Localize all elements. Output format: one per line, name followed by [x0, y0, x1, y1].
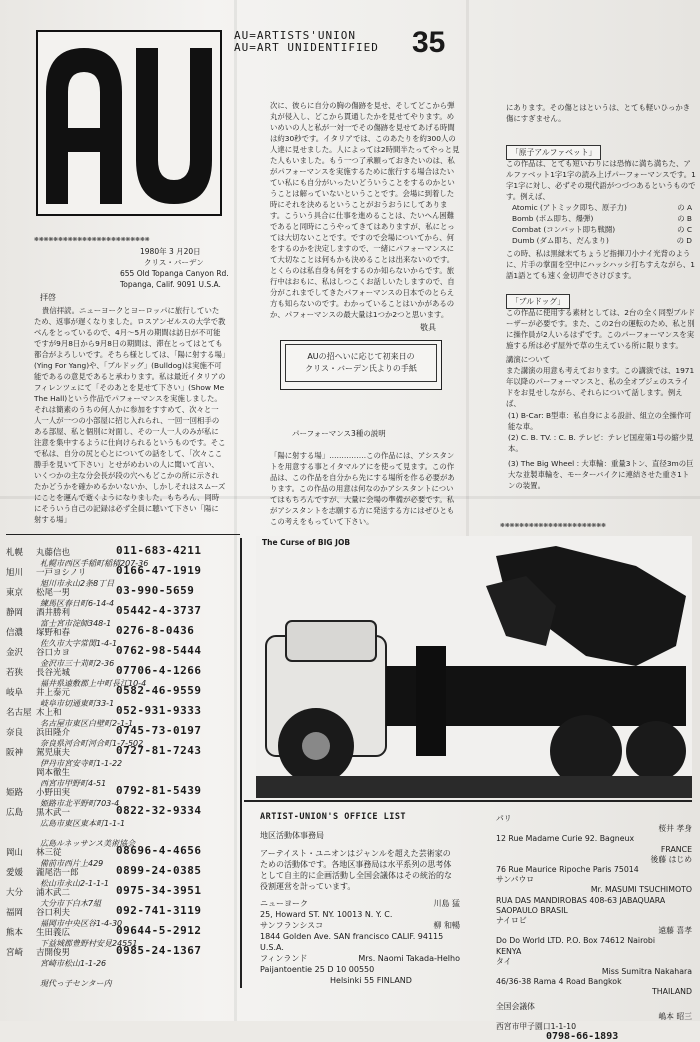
- overseas-country: KENYA: [496, 946, 522, 956]
- directory-street: 名古屋市東区白壁町2-1-1: [40, 719, 134, 728]
- office-contact: 川島 猛: [433, 899, 460, 908]
- directory-name: 吉開俊男: [36, 948, 71, 958]
- directory-tel: 0975-34-3951: [116, 884, 202, 897]
- directory-city: 静岡: [6, 608, 24, 618]
- office-address: 25, Howard ST. NY. 10013 N. Y. C.: [260, 910, 393, 919]
- directory-city: 姫路: [6, 788, 24, 798]
- atom-letter: の D: [676, 236, 692, 245]
- directory-tel: 0276-8-0436: [116, 624, 195, 637]
- bulldog-title: 「ブルドッグ」: [506, 294, 570, 309]
- directory-tel: 0745-73-0197: [116, 724, 202, 737]
- overseas-country: FRANCE: [660, 844, 692, 854]
- directory-name: 浜田隆介: [36, 728, 71, 738]
- directory-street: 宮崎市松山1-1-26: [40, 959, 107, 968]
- lecture-item: (2) C. B. TV. : C. B. テレビ：テレビ国産第1号の縮少見本。: [508, 433, 694, 453]
- directory-city: 東京: [6, 588, 24, 598]
- directory-rule-top: [6, 534, 240, 535]
- directory-street: 大分市下白木7組: [40, 899, 102, 908]
- atom-list: [512, 202, 692, 248]
- overseas-city: タイ: [496, 956, 512, 966]
- right-continuation: にあります。その傷とはというは、とても軽いひっかき傷にすぎません。: [506, 103, 691, 123]
- directory-name: 岡本徹生: [36, 768, 71, 778]
- directory-tel: 092-741-3119: [116, 904, 202, 917]
- performance-title: パーフォーマンス3種の説明: [292, 429, 386, 438]
- directory-name: 生田義広: [36, 928, 71, 938]
- atom-word: Dumb (ダム即ち、だんまり): [512, 236, 609, 245]
- sign-off: 敬具: [420, 323, 436, 332]
- directory-name: 小野田実: [36, 788, 71, 798]
- directory-name: 浦木武二: [36, 888, 71, 898]
- office-contact: 柳 和暢: [433, 921, 460, 930]
- letter-sender: クリス・バーデン: [144, 258, 204, 267]
- directory-street: 備前市西片上429: [40, 859, 104, 868]
- issue-number: 35: [412, 26, 446, 59]
- directory-city: 熊本: [6, 928, 24, 938]
- atoms-after: この時、私は黒縁末てちょうど指揮刀小ナイ光背のように、片手の掌面を空中にハッシハッシ打ちすえながら、1語1語とても速く金切声でさけびます。: [506, 249, 695, 280]
- atom-row: [512, 213, 692, 224]
- office-entry: [260, 953, 460, 964]
- directory-city: 名古屋: [6, 708, 32, 718]
- directory-name: 酒井勝利: [36, 608, 71, 618]
- directory-city: 大分: [6, 888, 24, 898]
- national-address: 西宮市甲子園口1-1-10: [496, 1022, 577, 1032]
- directory-city: 若狭: [6, 668, 24, 678]
- office-address: Helsinki 55 FINLAND: [330, 976, 412, 985]
- overseas-list: [496, 814, 692, 1042]
- star-divider: ❋❋❋❋❋❋❋❋❋❋❋❋❋❋❋❋❋❋❋❋❋❋❋❋: [34, 234, 150, 243]
- office-address: Paijantoentie 25 D 10 00550: [260, 965, 375, 974]
- directory-street: 練馬区春日町6-14-4: [40, 599, 115, 608]
- directory-street: 広島市東区東本町1-1-1: [40, 819, 126, 828]
- directory-name: 黒木武一: [36, 808, 71, 818]
- star-divider: ❋❋❋❋❋❋❋❋❋❋❋❋❋❋❋❋❋❋❋❋❋❋: [500, 520, 606, 529]
- letter-address: Topanga, Calif. 9091 U.S.A.: [120, 280, 221, 289]
- directory-name: 瀧尾浩一郎: [36, 868, 79, 878]
- caption-inner: [285, 344, 437, 382]
- directory-street: 金沢市三十苅町2-36: [40, 659, 115, 668]
- directory-tel: 0166-47-1919: [116, 564, 202, 577]
- lecture-item: (3) The Big Wheel : 大車輪：重量3トン、直径3mの巨大な並製車輪を、モーターバイクに連結させた重さ1トンの装置。: [508, 459, 694, 490]
- directory-tel: 07706-4-1266: [116, 664, 202, 677]
- directory-name: 林三従: [36, 848, 62, 858]
- overseas-contact: Miss Sumitra Nakahara: [601, 967, 692, 977]
- directory-city: 阪神: [6, 748, 24, 758]
- national-contact: 嶋本 昭三: [658, 1011, 692, 1021]
- directory-name: 松尾一男: [36, 588, 71, 598]
- photo-caption: The Curse of BIG JOB: [262, 538, 351, 547]
- office-city: ニューヨーク: [260, 899, 308, 908]
- directory-street: 旭川市永山2条8丁目: [40, 579, 115, 588]
- office-city: サンフランシスコ: [260, 921, 324, 930]
- directory-city: 奈良: [6, 728, 24, 738]
- office-list-title: ARTIST-UNION'S OFFICE LIST: [260, 812, 407, 822]
- office-subtitle: 地区活動体事務局: [260, 831, 324, 840]
- directory-tel: 09644-5-2912: [116, 924, 202, 937]
- au-logo-graphic: [44, 42, 216, 204]
- directory-tel: 05442-4-3737: [116, 604, 202, 617]
- office-contact: Mrs. Naomi Takada-Helho: [358, 954, 460, 963]
- national-tel: 0798-66-1893: [546, 1031, 619, 1042]
- atom-word: Atomic (アトミック即ち、原子力): [512, 203, 627, 212]
- performance-text: 「陽に射する場」……………この作品には、アシスタントを用意する事とイタマルアにを使って見ます。この作品は、この作品を自分から先にする場所を作る必要があります。この作品の用意は何なのかアシスタントについてはもちろんですが、大量に会場の準備が必要です。私がアシスタントを志願する方に発送する方にはぜひともこの考えをもっていて下さい。: [270, 451, 455, 526]
- genshi-body: この作品は、とても短いわりには恐怖に満ち満ちた、アルファベット1字1字の読み上げパーフォーマンスです。1字1字に対し、必ずその現代語がつづつあるというものです。例えば、: [506, 159, 696, 201]
- directory-street: 下益城郡豊野村安見24551: [40, 939, 138, 948]
- overseas-address: RUA DAS MANDIROBAS 408-63 JABAQUARA: [496, 895, 666, 905]
- directory-city: 岡山: [6, 848, 24, 858]
- letter-header: [120, 246, 260, 290]
- directory-street: 現代っ子センター内: [40, 979, 112, 988]
- directory-street: 富士宮市淀師348-1: [40, 619, 112, 628]
- office-entry: [260, 898, 460, 909]
- directory-tel: 0582-46-9559: [116, 684, 202, 697]
- directory-name: 木上和: [36, 708, 62, 718]
- directory-tel: 0985-24-1367: [116, 944, 202, 957]
- au-logo: [36, 30, 222, 216]
- directory-city: 宮崎: [6, 948, 24, 958]
- directory-city: 福岡: [6, 908, 24, 918]
- truck-photo-graphic: [256, 536, 692, 798]
- office-city: フィンランド: [260, 954, 308, 963]
- directory-name: 一戸ヨシノリ: [36, 568, 87, 578]
- atom-row: [512, 224, 692, 235]
- directory-rule: [240, 538, 242, 988]
- atom-letter: の C: [677, 225, 692, 234]
- directory-name: 井上泰元: [36, 688, 71, 698]
- directory-street: 西宮市甲野町4-51: [40, 779, 107, 788]
- directory-street: 札幌市西区手稲町稲積207-36: [40, 559, 149, 568]
- letter-date: 1980年 3 月20日: [140, 247, 201, 256]
- overseas-city: パリ: [496, 814, 512, 823]
- letter-address: 655 Old Topanga Canyon Rd.: [120, 269, 229, 278]
- directory-street: 福井県遠敷郡上中町長江10-4: [40, 679, 147, 688]
- directory-tel: 011-683-4211: [116, 544, 202, 557]
- office-description: アーテイスト・ユニオンはジャンルを超えた芸術家のための活動体です。各地区事務局は水平系列の思考体として自主的に企画活動し全国会議体はその統治的な役割運営を計っています。: [260, 849, 452, 891]
- directory-city: 金沢: [6, 648, 24, 658]
- office-entries: [260, 898, 460, 998]
- directory-street: 伊丹市宮安寺町1-1-22: [40, 759, 123, 768]
- letter-body: 貴信拝読。ニューヨークとヨーロッパに旅行していたため、返事が遅くなりました。ロスアンゼルスの大学で教べんをとっているので、4月～5月の期間は訪日が不可能ですが9月8日から9月8日の期間は、滞在とってはとても都合がよろしいです。そちら様としては、「陽に射する場」(Ying For Yang)や、「ブルドッグ」(Bulldog)は実施不可能であるの意見であると承わります。私は最近イタリアのフィレンツェにて「そのあとを見せて下さい」(Show Me The Hall)という作品でパフォーマンスを実施しました。それは簡素のうちの何人かに参加をすすめて、次々と一人一人が一つの小部屋に招じ入れられ、一回一回相手のある部屋、私と個別に対面し、その一人一人のみが私に注意を集中するように仕向けられるというものです。そこで私は、自分の尻と心とについての話をして、「次々ここ勝手を見いて下さい」とせがめわいの人に聞いて言い、いくつかの主な分会長が段の穴へもどこかの所に示されたかどうかを確かめるかいないか、しかしそれはスムーズにことを運んで逝くようになりました。もちろん、同時にそういう自己の記録は必ず全員に聴いて下さい「陽に射する場」: [34, 306, 226, 523]
- office-directory: [6, 546, 238, 986]
- national-label: 全国会議体: [496, 1001, 535, 1011]
- directory-street: 岐阜市切通東町33-1: [40, 699, 115, 708]
- directory-name: 谷口カヨ: [36, 648, 71, 658]
- directory-city: 愛媛: [6, 868, 24, 878]
- overseas-country: SAOPAULO BRASIL: [496, 905, 568, 915]
- masthead: [234, 30, 379, 54]
- middle-text: 次に、彼らに自分の胸の傷跡を見せ、そしてどこから弾丸が侵入し、どこから貫通したかを見せてやります。めいめいの人と私が一対一でその傷跡を見せてあげる時間は約30秒です。イタリアでは、このあたりを約300人の人達に見せました。人によっては2時間半たってやっと見た人もいました。もう一つ了承願っておきたいのは、私がパフォーマンスを実施するために旅行する場合はたいてい私にも自分がいったいどういうことをするのかということは解っていないということです。会場に到着した時にそれを決めるということがおうおうにしてあります。こういう具合に仕事を進めることは、たいへん困難であると同時にこうやってきてはありますが、私にとっては大切ないことです。ですので会場についてから、何をするのかを決定しますので、一緒にパフォーマンスにて大切なことは何もかも決めることは出来ないのです。とくらのは私自身も何をするのか知らないからです。旅行中はおもに、私はしつこくお話しいたしますので、自分がこれまでしてきたパフォーマンスの日本でのとらえ方も知らないのです。わかっていることはいかがあるのか、パフォーマンスの最大量は1つか2つと思います。: [270, 101, 460, 319]
- overseas-address: Do Do World LTD. P.O. Box 74612 Nairobi: [496, 936, 656, 946]
- overseas-contact: 遠藤 喜孝: [658, 926, 692, 936]
- directory-city: 札幌: [6, 548, 24, 558]
- directory-street: 奈良県河合町河合町1-7-502: [40, 739, 144, 748]
- directory-tel: 03-990-5659: [116, 584, 195, 597]
- atom-row: [512, 235, 692, 246]
- directory-tel: 052-931-9333: [116, 704, 202, 717]
- fold-line: [466, 0, 469, 540]
- directory-tel: 0899-24-0385: [116, 864, 202, 877]
- lecture-title: 講演について: [506, 355, 551, 364]
- letter-caption-box: [280, 340, 442, 390]
- lecture-body: また講演の用意も考えております。この講演では、1971年以降のパーフォーマンスと、私の全オブジェのスライドをお見せしながら、それらについて話します。例えば、: [506, 366, 695, 408]
- directory-tel: 0792-81-5439: [116, 784, 202, 797]
- atom-letter: の A: [677, 203, 692, 212]
- office-entry: [260, 920, 460, 931]
- atom-word: Combat (コンバット即ち戦闘): [512, 225, 616, 234]
- directory-city: 広島: [6, 808, 24, 818]
- office-address: 1844 Golden Ave. SAN francisco CALIF. 94115 U.S.A.: [260, 932, 444, 952]
- directory-street: 松山市永山2-1-1-1: [40, 879, 110, 888]
- salutation: 拝啓: [40, 293, 56, 302]
- directory-tel: 0727-81-7243: [116, 744, 202, 757]
- directory-city: 信濃: [6, 628, 24, 638]
- bulldog-body: この作品に使用する素材としては、2台の全く同型ブルドーザーが必要です。また、この2台の運転のため、私と別に操作員が2人いるはずです。このパーフォーマンスを実施する所は必ず屋外で草の生えている所に限ります。: [506, 308, 696, 350]
- overseas-address: 76 Rue Maurice Ripoche Paris 75014: [496, 865, 639, 875]
- caption-line: クリス・バーデン氏よりの手紙: [305, 364, 417, 373]
- masthead-line: AU=ARTISTS'UNION: [234, 29, 356, 42]
- overseas-contact: Mr. MASUMI TSUCHIMOTO: [590, 885, 692, 895]
- directory-street: 佐久市大字常関1-4-1: [40, 639, 118, 648]
- directory-name: 駕児康夫: [36, 748, 71, 758]
- overseas-city: ナイロビ: [496, 916, 527, 926]
- overseas-contact: 後藤 はじめ: [650, 854, 692, 864]
- directory-name: 塚野和春: [36, 628, 71, 638]
- overseas-address: 12 Rue Madame Curie 92. Bagneux: [496, 834, 635, 844]
- directory-street: 広島ルネッサンス美術協会: [40, 839, 136, 848]
- directory-tel: 0822-32-9334: [116, 804, 202, 817]
- directory-tel: 08696-4-4656: [116, 844, 202, 857]
- overseas-country: THAILAND: [652, 987, 692, 997]
- overseas-city: サンパウロ: [496, 875, 535, 885]
- directory-street: 福岡市中央区谷1-4-30: [40, 919, 123, 928]
- genshi-title: 「原子アルファベット」: [506, 145, 601, 160]
- masthead-line: AU=ART UNIDENTIFIED: [234, 41, 379, 54]
- directory-city: 旭川: [6, 568, 24, 578]
- photo-rule: [244, 800, 692, 802]
- atom-word: Bomb (ボム即ち、爆弾): [512, 214, 594, 223]
- atom-letter: の B: [677, 214, 692, 223]
- lecture-item: (1) B-Car: B型車：私自身による設計、組立の全操作可能な車。: [508, 411, 692, 431]
- overseas-address: 46/36-38 Rama 4 Road Bangkok: [496, 977, 622, 987]
- directory-name: 谷口利夫: [36, 908, 71, 918]
- directory-city: 岐阜: [6, 688, 24, 698]
- directory-row: [6, 966, 238, 992]
- directory-street: 姫路市北平野町703-4: [40, 799, 120, 808]
- directory-name: 長谷光城: [36, 668, 71, 678]
- atom-row: [512, 202, 692, 213]
- truck-photo: [256, 536, 692, 798]
- caption-line: AUの招へいに応じて初来日の: [307, 352, 415, 361]
- directory-tel: 0762-98-5444: [116, 644, 202, 657]
- overseas-contact: 桜井 孝身: [658, 824, 692, 834]
- directory-name: 丸藤信也: [36, 548, 71, 558]
